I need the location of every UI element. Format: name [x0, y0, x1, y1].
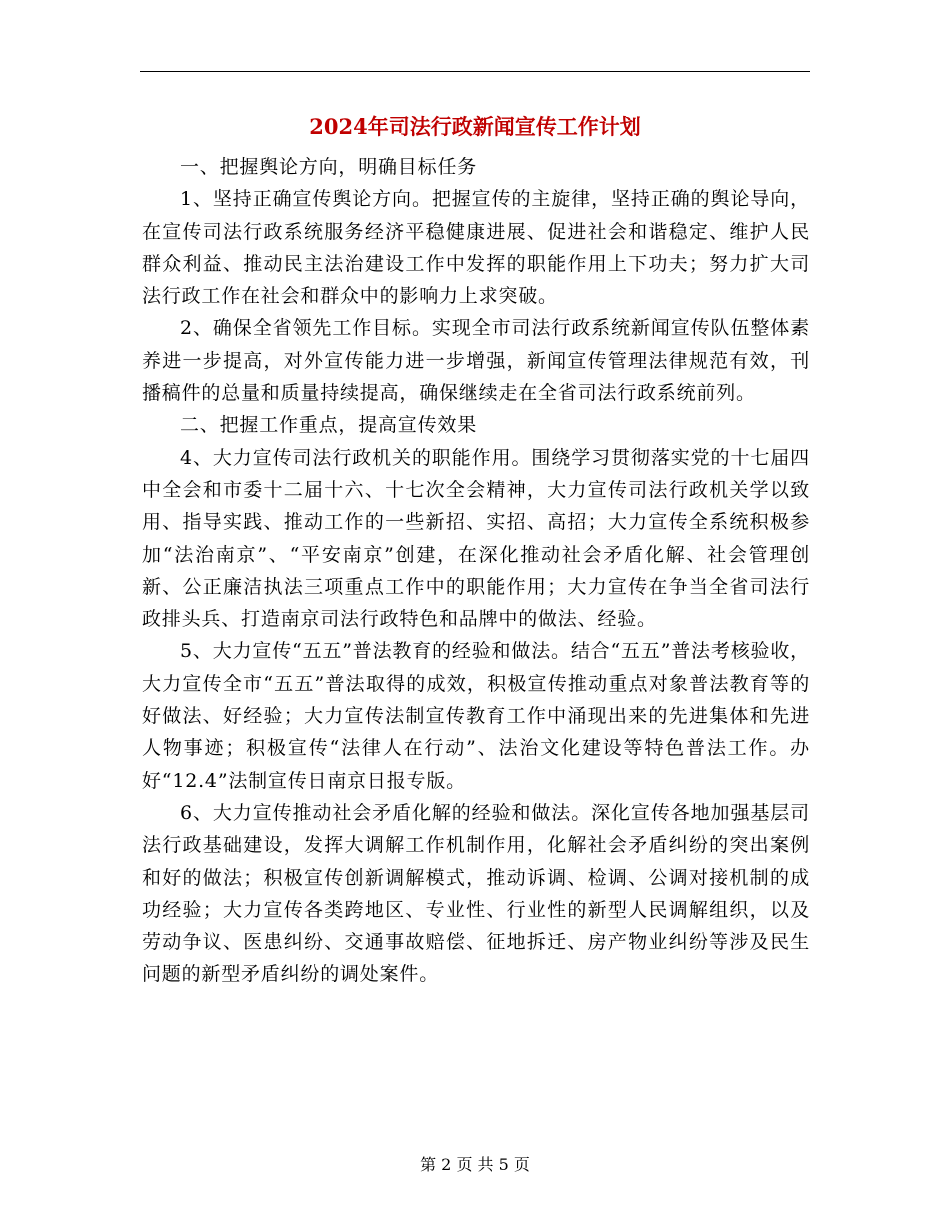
paragraph-6: 6、大力宣传推动社会矛盾化解的经验和做法。深化宣传各地加强基层司法行政基础建设，发挥大调解工作机制作用，化解社会矛盾纠纷的突出案例和好的做法；积极宣传创新调解模式，推动诉调、检调、公调对接机制的成功经验；大力宣传各类跨地区、专业性、行业性的新型人民调解组织，以及劳动争议、医患纠纷、交通事故赔偿、征地拆迁、房产物业纠纷等涉及民生问题的新型矛盾纠纷的调处案件。 [142, 801, 810, 986]
section-heading-2: 二、把握工作重点，提高宣传效果 [180, 414, 478, 437]
paragraph-1: 1、坚持正确宣传舆论方向。把握宣传的主旋律，坚持正确的舆论导向，在宣传司法行政系统服务经济平稳健康进展、促进社会和谐稳定、维护人民群众利益、推动民主法治建设工作中发挥的职能作用上下功夫；努力扩大司法行政工作在社会和群众中的影响力上求突破。 [142, 188, 810, 308]
document-title: 2024年司法行政新闻宣传工作计划 [309, 114, 641, 139]
paragraph-5: 5、大力宣传“五五”普法教育的经验和做法。结合“五五”普法考核验收，大力宣传全市“五五”普法取得的成效，积极宣传推动重点对象普法教育等的好做法、好经验；大力宣传法制宣传教育工作中涌现出来的先进集体和先进人物事迹；积极宣传“法律人在行动”、法治文化建设等特色普法工作。办好“12.4”法制宣传日南京日报专版。 [142, 640, 810, 792]
document-body [142, 151, 810, 991]
page-number: 第 2 页 共 5 页 [420, 1155, 530, 1174]
header-rule [140, 71, 810, 72]
section-heading-1: 一、把握舆论方向，明确目标任务 [180, 156, 478, 178]
paragraph-2: 2、确保全省领先工作目标。实现全市司法行政系统新闻宣传队伍整体素养进一步提高，对外宣传能力进一步增强，新闻宣传管理法律规范有效，刊播稿件的总量和质量持续提高，确保继续走在全省司法行政系统前列。 [142, 317, 810, 405]
paragraph-4: 4、大力宣传司法行政机关的职能作用。围绕学习贯彻落实党的十七届四中全会和市委十二届十六、十七次全会精神，大力宣传司法行政机关学以致用、指导实践、推动工作的一些新招、实招、高招；大力宣传全系统积极参加“法治南京”、“平安南京”创建，在深化推动社会矛盾化解、社会管理创新、公正廉洁执法三项重点工作中的职能作用；大力宣传在争当全省司法行政排头兵、打造南京司法行政特色和品牌中的做法、经验。 [142, 446, 810, 631]
